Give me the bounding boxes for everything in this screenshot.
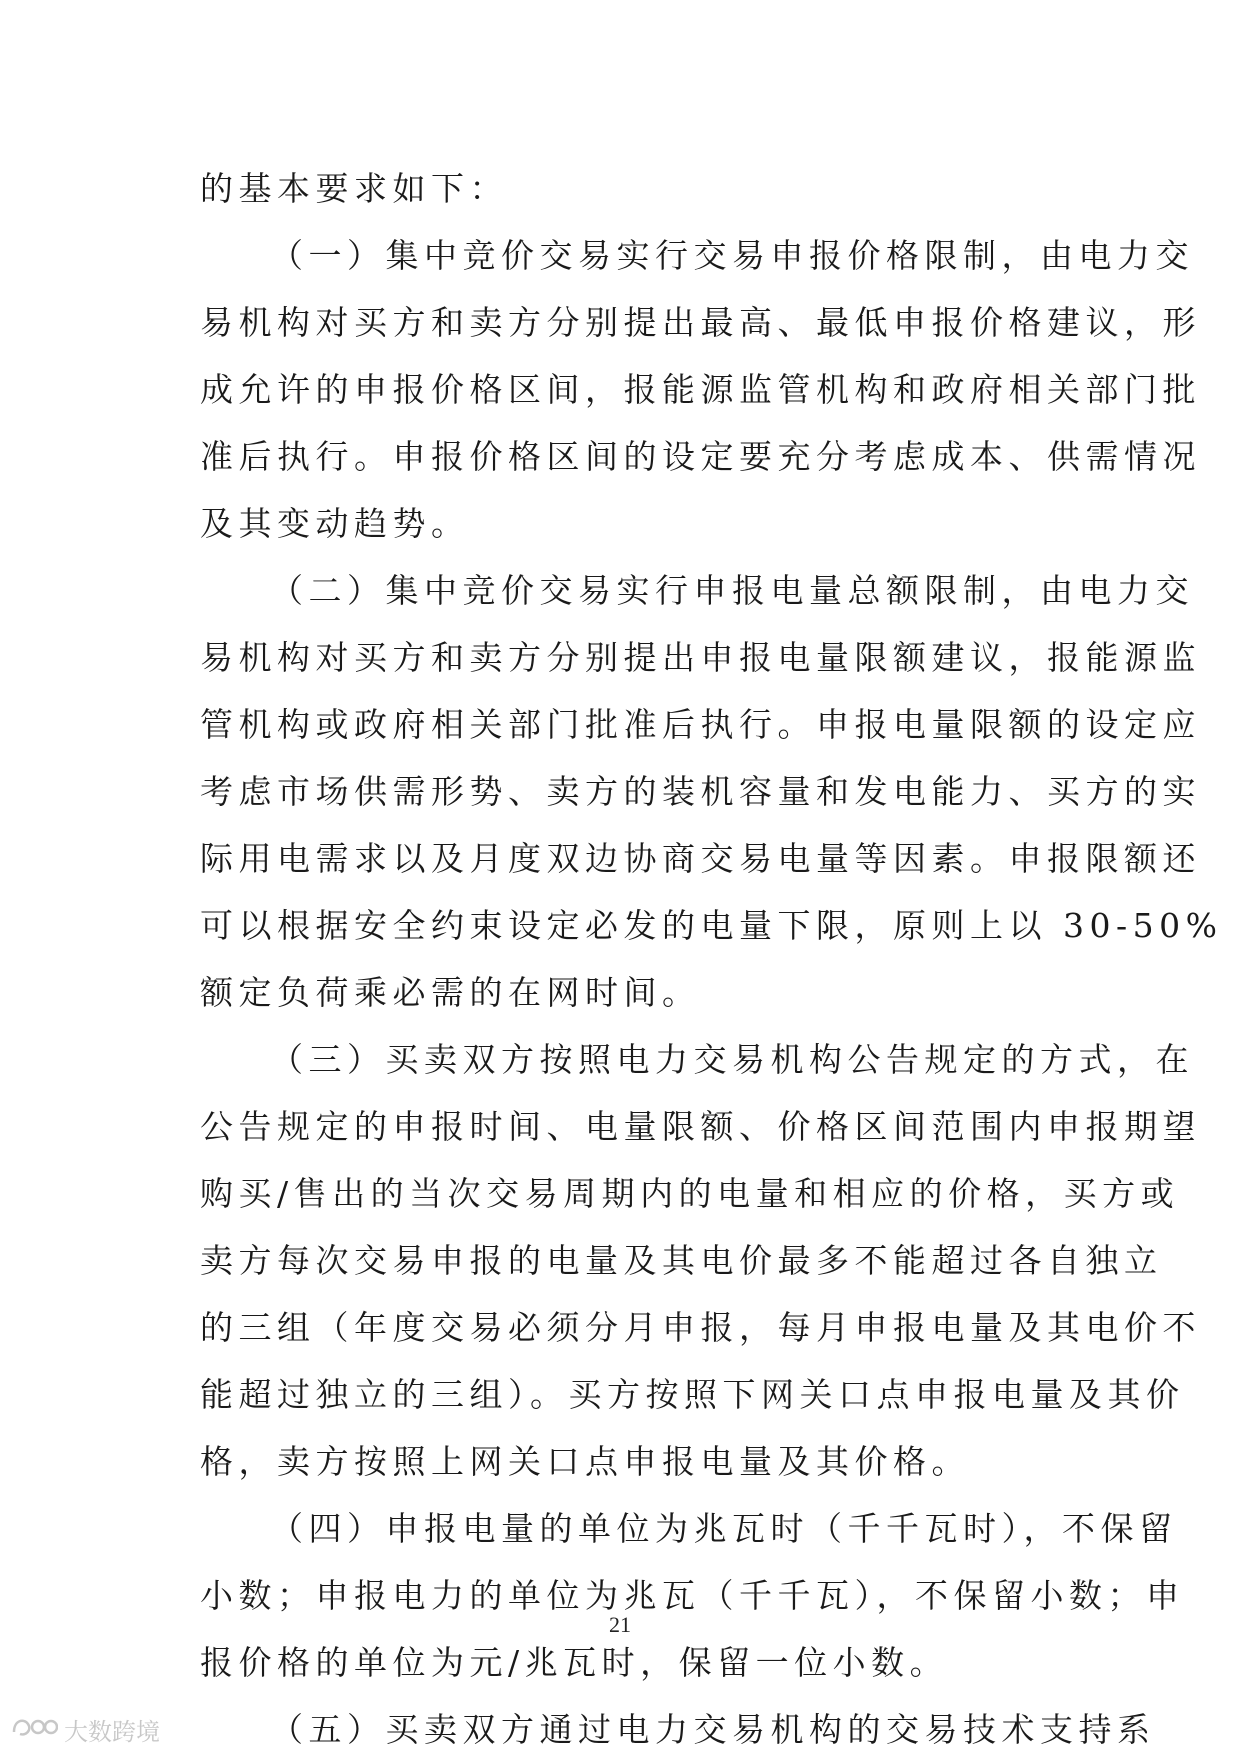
- text-line: 准后执行。申报价格区间的设定要充分考虑成本、供需情况: [200, 437, 1201, 476]
- paragraph-3-line: （三）买卖双方按照电力交易机构公告规定的方式，在: [270, 1040, 1194, 1079]
- text-line: 公告规定的申报时间、电量限额、价格区间范围内申报期望: [200, 1107, 1201, 1146]
- text-line: 成允许的申报价格区间，报能源监管机构和政府相关部门批: [200, 370, 1201, 409]
- text-line: 购买/售出的当次交易周期内的电量和相应的价格，买方或: [200, 1174, 1180, 1213]
- text-line: 额定负荷乘必需的在网时间。: [200, 973, 701, 1012]
- text-line: 小数；申报电力的单位为兆瓦（千千瓦），不保留小数；申: [200, 1576, 1185, 1615]
- text-line: 际用电需求以及月度双边协商交易电量等因素。申报限额还: [200, 839, 1201, 878]
- text-line: 考虑市场供需形势、卖方的装机容量和发电能力、买方的实: [200, 772, 1201, 811]
- paragraph-4-line: （四）申报电量的单位为兆瓦时（千千瓦时），不保留: [270, 1509, 1178, 1548]
- text-line: 卖方每次交易申报的电量及其电价最多不能超过各自独立: [200, 1241, 1163, 1280]
- text-line: 的基本要求如下：: [200, 169, 508, 208]
- watermark: [10, 1712, 160, 1746]
- watermark-text: 大数跨境: [64, 1717, 160, 1746]
- text-line: 的三组（年度交易必须分月申报，每月申报电量及其电价不: [200, 1308, 1201, 1347]
- document-body: [200, 155, 1223, 1763]
- paragraph-2-line: （二）集中竞价交易实行申报电量总额限制，由电力交: [270, 571, 1194, 610]
- text-line: 管机构或政府相关部门批准后执行。申报电量限额的设定应: [200, 705, 1201, 744]
- text-line: 易机构对买方和卖方分别提出最高、最低申报价格建议，形: [200, 303, 1201, 342]
- paragraph-5-line: （五）买卖双方通过电力交易机构的交易技术支持系: [270, 1710, 1156, 1749]
- watermark-logo-icon: [10, 1712, 58, 1746]
- paragraph-1-line: （一）集中竞价交易实行交易申报价格限制，由电力交: [270, 236, 1194, 275]
- text-line: 能超过独立的三组）。买方按照下网关口点申报电量及其价: [200, 1375, 1185, 1414]
- page-number: 21: [609, 1612, 631, 1637]
- text-line: 可以根据安全约束设定必发的电量下限，原则上以 30-50%: [200, 906, 1223, 945]
- text-line: 易机构对买方和卖方分别提出申报电量限额建议，报能源监: [200, 638, 1201, 677]
- text-line: 及其变动趋势。: [200, 504, 470, 543]
- text-line: 报价格的单位为元/兆瓦时，保留一位小数。: [200, 1643, 949, 1682]
- text-line: 格，卖方按照上网关口点申报电量及其价格。: [200, 1442, 970, 1481]
